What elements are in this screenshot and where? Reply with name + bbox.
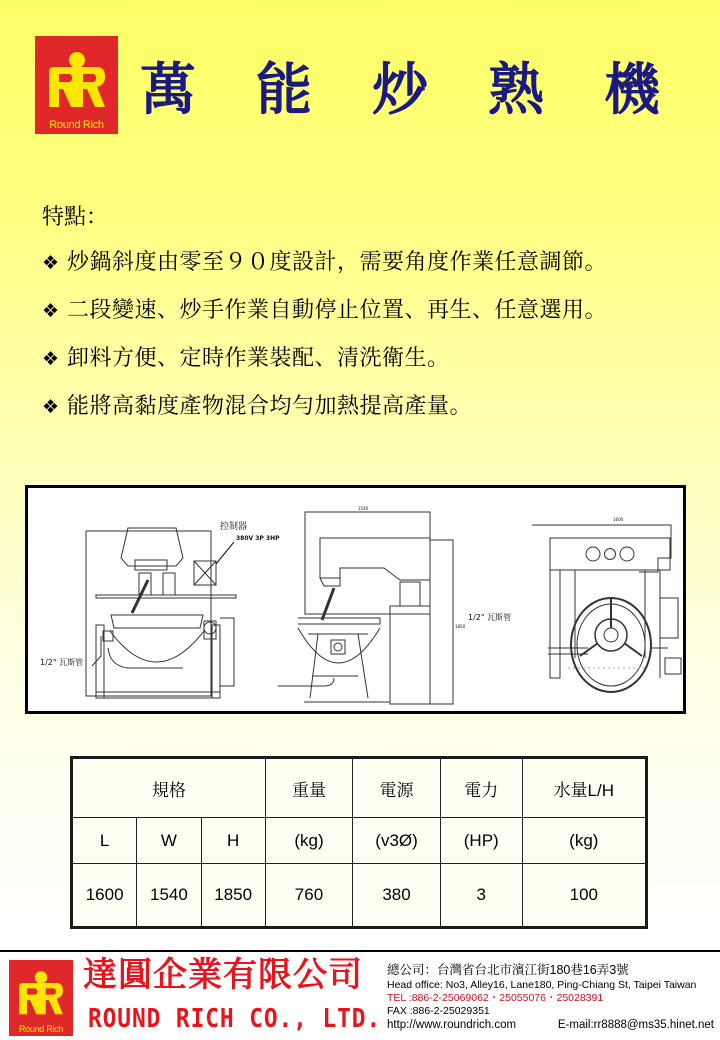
gas-pipe-label-front: 1/2" 瓦斯管	[40, 658, 84, 667]
controller-label: 控制器	[220, 522, 248, 532]
address-english: Head office: No3, Alley16, Lane180, Ping-Chiang St, Taipei Taiwan	[387, 979, 697, 991]
title-char: 能	[256, 57, 312, 123]
page-title	[140, 55, 660, 125]
header-water: 水量L/H	[522, 758, 646, 818]
title-char: 熟	[488, 57, 544, 123]
dim-label-1540: 1540	[358, 506, 369, 511]
address-chinese: 總公司：台灣省台北市濱江街180巷16弄3號	[387, 963, 629, 977]
value-cell: 100	[522, 864, 646, 928]
dim-label-1850: 1850	[455, 624, 466, 629]
feature-text: 卸料方便、定時作業裝配、清洗衛生。	[67, 346, 450, 371]
website-link[interactable]: http://www.roundrich.com	[387, 1019, 517, 1031]
telephone: TEL :886-2-25069062・25055076・25028391	[387, 992, 604, 1004]
diamond-bullet-icon: ❖	[42, 396, 60, 418]
header-power: 電力	[440, 758, 522, 818]
header-dimensions: 規格	[72, 758, 266, 818]
feature-item	[42, 343, 712, 391]
diamond-bullet-icon: ❖	[42, 300, 60, 322]
title-char: 萬	[140, 57, 196, 123]
value-cell: 380	[353, 864, 441, 928]
dim-label-1600: 1600	[613, 517, 624, 522]
feature-item	[42, 295, 712, 343]
email-link[interactable]: E-mail:rr8888@ms35.hinet.net	[557, 1019, 714, 1031]
gas-pipe-label-top: 1/2" 瓦斯管	[468, 613, 512, 622]
footer-logo	[9, 960, 73, 1036]
value-cell: 3	[440, 864, 522, 928]
round-rich-logo-icon	[45, 51, 109, 119]
footer-divider	[0, 950, 720, 952]
feature-item	[42, 247, 712, 295]
feature-text: 二段變速、炒手作業自動停止位置、再生、任意選用。	[67, 298, 608, 323]
value-cell: 1850	[201, 864, 265, 928]
value-cell: 760	[265, 864, 352, 928]
spec-table	[70, 756, 648, 929]
header-weight: 重量	[265, 758, 352, 818]
fax: FAX :886-2-25029351	[387, 1005, 490, 1017]
value-cell: 1600	[72, 864, 137, 928]
technical-drawing	[25, 485, 686, 714]
side-view-drawing	[278, 512, 453, 704]
logo-caption: Round Rich	[18, 1024, 64, 1034]
power-label: 380V 3P 3HP	[236, 535, 280, 542]
front-view-drawing	[86, 528, 236, 698]
header-power-source: 電源	[353, 758, 441, 818]
unit-cell: W	[137, 818, 201, 864]
company-name-chinese: 達圓企業有限公司	[83, 955, 363, 995]
feature-text: 炒鍋斜度由零至９０度設計，需要角度作業任意調節。	[67, 250, 608, 275]
table-row	[72, 864, 647, 928]
contact-info	[387, 964, 714, 1032]
diamond-bullet-icon: ❖	[42, 252, 60, 274]
round-rich-logo-icon	[16, 970, 66, 1024]
logo-caption: Round Rich	[49, 119, 104, 131]
company-logo	[35, 36, 118, 134]
features-heading: 特點：	[42, 205, 109, 230]
unit-cell: (v3Ø)	[353, 818, 441, 864]
table-header-row	[72, 758, 647, 818]
unit-cell: (kg)	[265, 818, 352, 864]
top-view-drawing	[532, 525, 681, 692]
value-cell: 1540	[137, 864, 201, 928]
title-char: 機	[604, 57, 660, 123]
unit-cell: L	[72, 818, 137, 864]
table-units-row	[72, 818, 647, 864]
feature-item	[42, 391, 712, 439]
company-name-english: ROUND RICH CO., LTD.	[88, 1004, 382, 1034]
unit-cell: (kg)	[522, 818, 646, 864]
unit-cell: H	[201, 818, 265, 864]
unit-cell: (HP)	[440, 818, 522, 864]
title-char: 炒	[372, 57, 428, 123]
diamond-bullet-icon: ❖	[42, 348, 60, 370]
feature-text: 能將高黏度產物混合均勻加熱提高產量。	[67, 394, 473, 419]
features-list	[42, 247, 712, 439]
features-section	[42, 200, 712, 439]
